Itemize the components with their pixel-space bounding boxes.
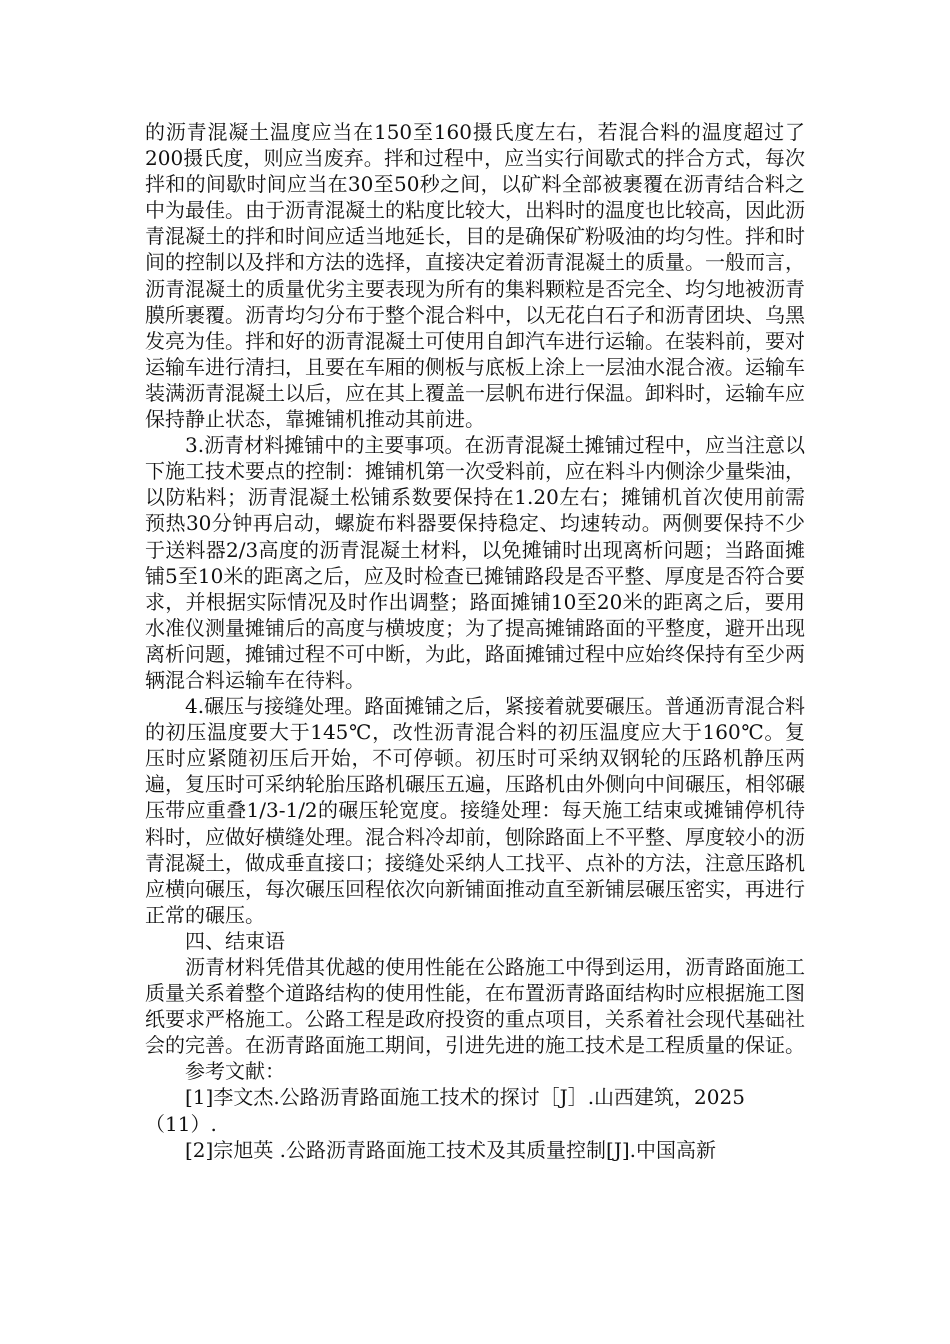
reference-item: [2]宗旭英 .公路沥青路面施工技术及其质量控制[J].中国高新 [185, 1137, 717, 1162]
paragraph-compaction: 4.碾压与接缝处理。路面摊铺之后，紧接着就要碾压。普通沥青混合料的初压温度要大于145℃，改性沥青混合料的初压温度应大于160℃。复压时应紧随初压后开始，不可停顿。初压时可采纳双钢轮的压路机静压两遍，复压时可采纳轮胎压路机碾压五遍，压路机由外侧向中间碾压，相邻碾压带应重叠1/3-1/2的碾压轮宽度。接缝处理：每天施工结束或摊铺停机待料时，应做好横缝处理。混合料冷却前，刨除路面上不平整、厚度较小的沥青混凝土，做成垂直接口；接缝处采纳人工找平、点补的方法，注意压路机应横向碾压，每次碾压回程依次向新铺面推动直至新铺层碾压密实，再进行正常的碾压。 [145, 694, 805, 927]
references-heading: 参考文献： [185, 1059, 285, 1084]
paragraph-mixing-continued: 的沥青混凝土温度应当在150至160摄氏度左右，若混合料的温度超过了200摄氏度，则应当废弃。拌和过程中，应当实行间歇式的拌合方式，每次拌和的间歇时间应当在30至50秒之间，以矿料全部被裹覆在沥青结合料之中为最佳。由于沥青混凝土的粘度比较大，出料时的温度也比较高，因此沥青混凝土的拌和时间应适当地延长，目的是确保矿粉吸油的均匀性。拌和时间的控制以及拌和方法的选择，直接决定着沥青混凝土的质量。一般而言，沥青混凝土的质量优劣主要表现为所有的集料颗粒是否完全、均匀地被沥青膜所裹覆。沥青均匀分布于整个混合料中，以无花白石子和沥青团块、乌黑发亮为佳。拌和好的沥青混凝土可使用自卸汽车进行运输。在装料前，要对运输车进行清扫，且要在车厢的侧板与底板上涂上一层油水混合液。运输车装满沥青混凝土以后，应在其上覆盖一层帆布进行保温。卸料时，运输车应保持静止状态，靠摊铺机推动其前进。 [145, 120, 805, 432]
paragraph-paving: 3.沥青材料摊铺中的主要事项。在沥青混凝土摊铺过程中，应当注意以下施工技术要点的控制：摊铺机第一次受料前，应在料斗内侧涂少量柴油，以防粘料；沥青混凝土松铺系数要保持在1.20左右；摊铺机首次使用前需预热30分钟再启动，螺旋布料器要保持稳定、均速转动。两侧要保持不少于送料器2/3高度的沥青混凝土材料，以免摊铺时出现离析问题；当路面摊铺5至10米的距离之后，应及时检查已摊铺路段是否平整、厚度是否符合要求，并根据实际情况及时作出调整；路面摊铺10至20米的距离之后，要用水准仪测量摊铺后的高度与横坡度；为了提高摊铺路面的平整度，避开出现离析问题，摊铺过程不可中断，为此，路面摊铺过程中应始终保持有至少两辆混合料运输车在待料。 [145, 433, 805, 692]
reference-item: [1]李文杰.公路沥青路面施工技术的探讨［J］.山西建筑，2025（11）. [145, 1085, 745, 1136]
document-page [145, 119, 805, 1163]
paragraph-conclusion: 沥青材料凭借其优越的使用性能在公路施工中得到运用，沥青路面施工质量关系着整个道路结构的使用性能，在布置沥青路面结构时应根据施工图纸要求严格施工。公路工程是政府投资的重点项目，关系着社会现代基础社会的完善。在沥青路面施工期间，引进先进的施工技术是工程质量的保证。 [145, 955, 805, 1058]
section-heading-conclusion: 四、结束语 [185, 928, 285, 953]
